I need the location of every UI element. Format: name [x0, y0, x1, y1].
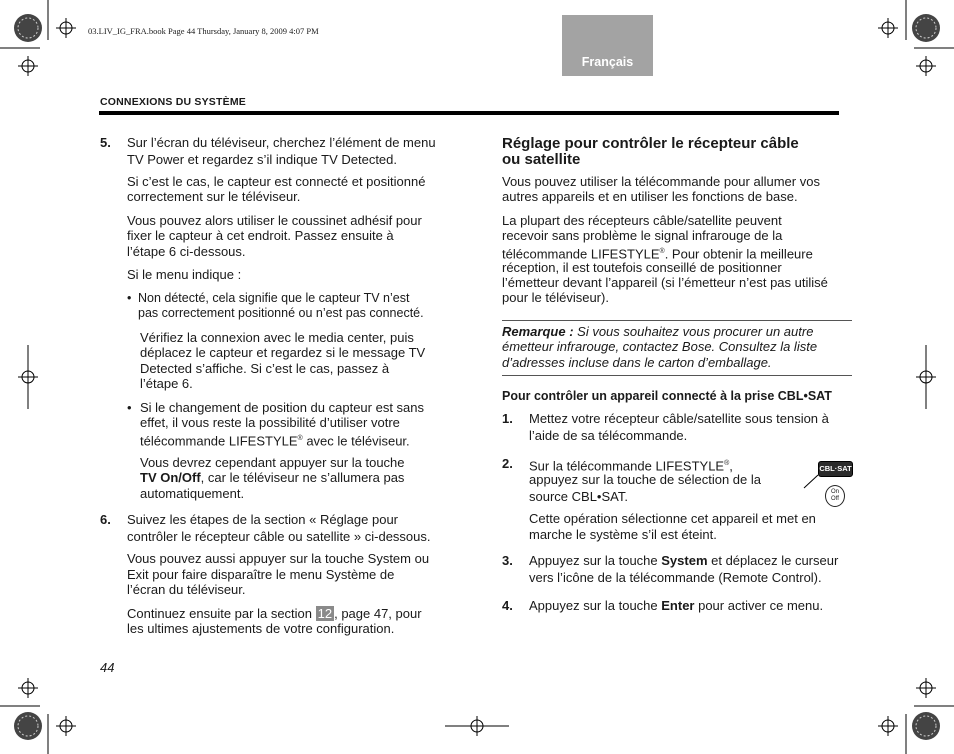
note-line: d’adresses incluse dans le carton d’emballage.	[502, 355, 772, 370]
power-label-off: Off	[831, 496, 839, 502]
step-number: 6.	[100, 512, 111, 527]
paragraph-line: l’étape 6.	[140, 376, 193, 391]
paragraph-line: automatiquement.	[140, 486, 245, 501]
paragraph-line: Cette opération sélectionne cet appareil et met en	[529, 511, 816, 526]
step-text: vers l’icône de la télécommande (Remote Control).	[529, 570, 822, 585]
step-number: 4.	[502, 598, 513, 613]
note-top-rule	[502, 320, 852, 321]
paragraph-line: l’écran du téléviseur.	[127, 582, 246, 597]
paragraph-line: réception, il est toutefois conseillé de positionner	[502, 260, 782, 275]
text-run: Continuez ensuite par la section	[127, 606, 316, 621]
text-run: Appuyez sur la touche	[529, 598, 662, 613]
section-title: CONNEXIONS DU SYSTÈME	[100, 96, 246, 108]
power-button	[825, 485, 845, 507]
text-run: Appuyez sur la touche	[529, 553, 662, 568]
bullet-text	[140, 431, 410, 449]
note-label: Remarque :	[502, 324, 574, 339]
text-run: télécommande LIFESTYLE	[502, 246, 660, 262]
paragraph-line: l’émetteur devant l’appareil (si l’émetteur n’est pas utilisé	[502, 275, 828, 290]
text-run: Si vous souhaitez vous procurer un autre	[573, 324, 814, 339]
step-number: 1.	[502, 411, 513, 426]
page-number: 44	[100, 660, 115, 675]
text-run: avec le téléviseur.	[302, 433, 410, 449]
text-run: pour activer ce menu.	[694, 598, 824, 613]
step-text	[529, 553, 838, 569]
section-heading: Réglage pour contrôler le récepteur câble	[502, 135, 799, 152]
bullet-text: Si le changement de position du capteur est sans	[140, 400, 425, 415]
step-text: appuyez sur la touche de sélection de la	[529, 472, 761, 487]
paragraph-line: Exit pour faire disparaître le menu Système de	[127, 567, 395, 582]
paragraph-line: autres appareils et en utiliser les fonctions de base.	[502, 189, 798, 204]
note-bottom-rule	[502, 375, 852, 376]
paragraph-line: recevoir sans problème le signal infrarouge de la	[502, 228, 783, 243]
paragraph-line: Vous pouvez aussi appuyer sur la touche System ou	[127, 551, 430, 566]
paragraph-line: déplacez le capteur et regardez si le message TV	[140, 345, 426, 360]
step-text: Mettez votre récepteur câble/satellite sous tension à	[529, 411, 829, 426]
language-tab-label: Français	[581, 55, 634, 69]
step-text: Suivez les étapes de la section « Réglage pour	[127, 512, 399, 527]
paragraph-line	[140, 470, 404, 486]
text-run: . Pour obtenir la meilleure	[664, 246, 813, 262]
bullet-text: Non détecté, cela signifie que le capteur TV n’est	[138, 291, 410, 305]
paragraph-line: pour le téléviseur).	[502, 290, 609, 305]
step-text: l’aide de sa télécommande.	[529, 428, 688, 443]
text-run: , car le téléviseur ne s’allumera pas	[200, 470, 405, 485]
bullet-icon: •	[127, 400, 132, 415]
paragraph-line: les ultimes ajustements de votre configuration.	[127, 621, 395, 636]
step-number: 3.	[502, 553, 513, 568]
paragraph-line: Vérifiez la connexion avec le media center, puis	[140, 330, 414, 345]
text-run: , page 47, pour	[334, 606, 422, 621]
step-number: 2.	[502, 456, 513, 471]
paragraph-line: La plupart des récepteurs câble/satellite peuvent	[502, 213, 782, 228]
section-reference-link[interactable]: 12	[317, 606, 333, 621]
paragraph-line: fixer le capteur à cet endroit. Passez ensuite à	[127, 228, 394, 243]
step-text: source CBL•SAT.	[529, 489, 628, 504]
step-text	[529, 598, 823, 614]
key-name: System	[661, 553, 708, 568]
text-run: Sur la télécommande LIFESTYLE	[529, 458, 725, 474]
subheading: Pour contrôler un appareil connecté à la prise CBL•SAT	[502, 389, 832, 403]
step-text: Sur l’écran du téléviseur, cherchez l’élément de menu	[127, 135, 436, 150]
power-label-on: On	[830, 489, 839, 495]
paragraph-line: Si c’est le cas, le capteur est connecté et positionné	[127, 174, 426, 189]
step-text: contrôler le récepteur câble ou satellite » ci-dessous.	[127, 529, 431, 544]
book-info-line: 03.LIV_IG_FRA.book Page 44 Thursday, January 8, 2009 4:07 PM	[88, 26, 319, 36]
cbl-sat-button: CBL·SAT	[818, 461, 853, 477]
paragraph-line: Vous pouvez alors utiliser le coussinet adhésif pour	[127, 213, 422, 228]
key-name: Enter	[661, 598, 695, 613]
paragraph-line: Vous devrez cependant appuyer sur la touche	[140, 455, 405, 470]
paragraph-line: l’étape 6 ci-dessous.	[127, 244, 246, 259]
language-tab	[562, 15, 653, 76]
registered-mark: ®	[297, 435, 303, 442]
registered-mark: ®	[724, 460, 730, 467]
paragraph-line: marche le système s’il est éteint.	[529, 527, 717, 542]
text-run: télécommande LIFESTYLE	[140, 433, 298, 449]
text-run: ,	[729, 458, 733, 474]
paragraph-line: correctement sur le téléviseur.	[127, 189, 301, 204]
step-number: 5.	[100, 135, 111, 150]
bullet-icon: •	[127, 291, 132, 305]
text-run: et déplacez le curseur	[707, 553, 839, 568]
header-rule	[99, 111, 839, 115]
remote-buttons-illustration	[800, 458, 855, 508]
paragraph-line: Vous pouvez utiliser la télécommande pour allumer vos	[502, 174, 820, 189]
bullet-text: pas correctement positionné ou n’est pas connecté.	[138, 306, 424, 320]
note-line: émetteur infrarouge, contactez Bose. Consultez la liste	[502, 339, 818, 354]
key-name: TV On/Off	[140, 470, 201, 485]
registered-mark: ®	[659, 248, 665, 255]
step-text: TV Power et regardez s’il indique TV Detected.	[127, 152, 398, 167]
paragraph-line: Si le menu indique :	[127, 267, 242, 282]
paragraph-line	[127, 606, 422, 622]
section-heading: ou satellite	[502, 151, 581, 168]
paragraph-line: Detected s’affiche. Si c’est le cas, passez à	[140, 361, 390, 376]
bullet-text: effet, il vous reste la possibilité d’utiliser votre	[140, 415, 400, 430]
note-line	[502, 324, 813, 340]
